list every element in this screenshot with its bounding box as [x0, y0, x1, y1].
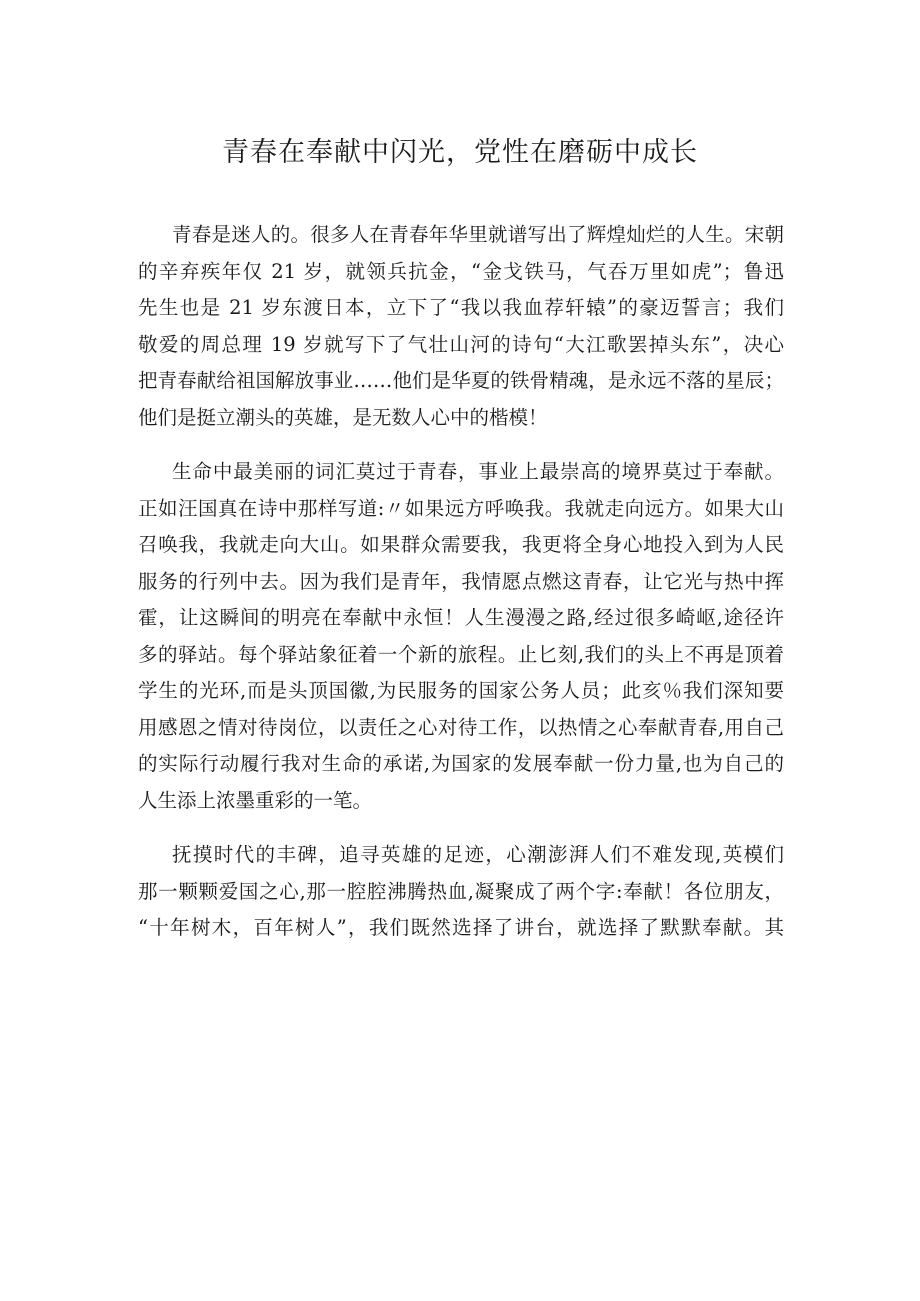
paragraph-line: 青春是迷人的。很多人在青春年华里就谱写出了辉煌灿烂的人生。宋朝: [172, 223, 784, 246]
paragraph-line: 把青春献给祖国解放事业……他们是华夏的铁骨精魂，是永远不落的星辰；: [138, 369, 784, 392]
paragraph-line: 人生添上浓墨重彩的一笔。: [138, 788, 373, 812]
paragraph-line: 正如汪国真在诗中那样写道:〃如果远方呼唤我。我就走向远方。如果大山: [138, 496, 784, 520]
paragraph-line: 抚摸时代的丰碑，追寻英雄的足迹，心潮澎湃人们不难发现,英模们: [172, 843, 784, 866]
paragraph-gap: [138, 819, 784, 837]
paragraph-line: 生命中最美丽的词汇莫过于青春，事业上最崇高的境界莫过于奉献。: [172, 460, 784, 483]
paragraph-line: 召唤我，我就走向大山。如果群众需要我，我更将全身心地投入到为人民: [138, 533, 784, 556]
paragraph-line: 多的驿站。每个驿站象征着一个新的旅程。止匕刻,我们的头上不再是顶着: [138, 642, 784, 666]
document-body: [138, 217, 784, 947]
paragraph-line: 学生的光环,而是头顶国徽,为民服务的国家公务人员；此亥％我们深知要: [138, 679, 784, 702]
paragraph-gap: [138, 436, 784, 454]
paragraph-line: 的辛弃疾年仅 21 岁，就领兵抗金，“金戈铁马，气吞万里如虎”；鲁迅: [138, 259, 784, 283]
paragraph-line: “十年树木，百年树人”，我们既然选择了讲台，就选择了默默奉献。其: [138, 916, 784, 939]
paragraph-line: 的实际行动履行我对生命的承诺,为国家的发展奉献一份力量,也为自己的: [138, 752, 784, 775]
paragraph-3: [138, 837, 784, 947]
paragraph-2: [138, 454, 784, 819]
paragraph-line: 先生也是 21 岁东渡日本，立下了“我以我血荐轩辕”的豪迈誓言；我们: [138, 296, 784, 319]
paragraph-line: 那一颗颗爱国之心,那一腔腔沸腾热血,凝聚成了两个字:奉献！各位朋友，: [138, 879, 784, 903]
paragraph-1: [138, 217, 784, 436]
paragraph-line: 敬爱的周总理 19 岁就写下了气壮山河的诗句“大江歌罢掉头东”，决心: [138, 332, 784, 356]
paragraph-line: 他们是挺立潮头的英雄，是无数人心中的楷模！: [138, 405, 548, 429]
paragraph-line: 用感恩之情对待岗位，以责任之心对待工作，以热情之心奉献青春,用自己: [138, 715, 784, 739]
paragraph-line: 服务的行列中去。因为我们是青年，我情愿点燃这青春，让它光与热中挥: [138, 569, 784, 593]
paragraph-line: 霍，让这瞬间的明亮在奉献中永恒！人生漫漫之路,经过很多崎岖,途径许: [138, 606, 784, 629]
document-title: 青春在奉献中闪光，党性在磨砺中成长: [222, 137, 698, 168]
